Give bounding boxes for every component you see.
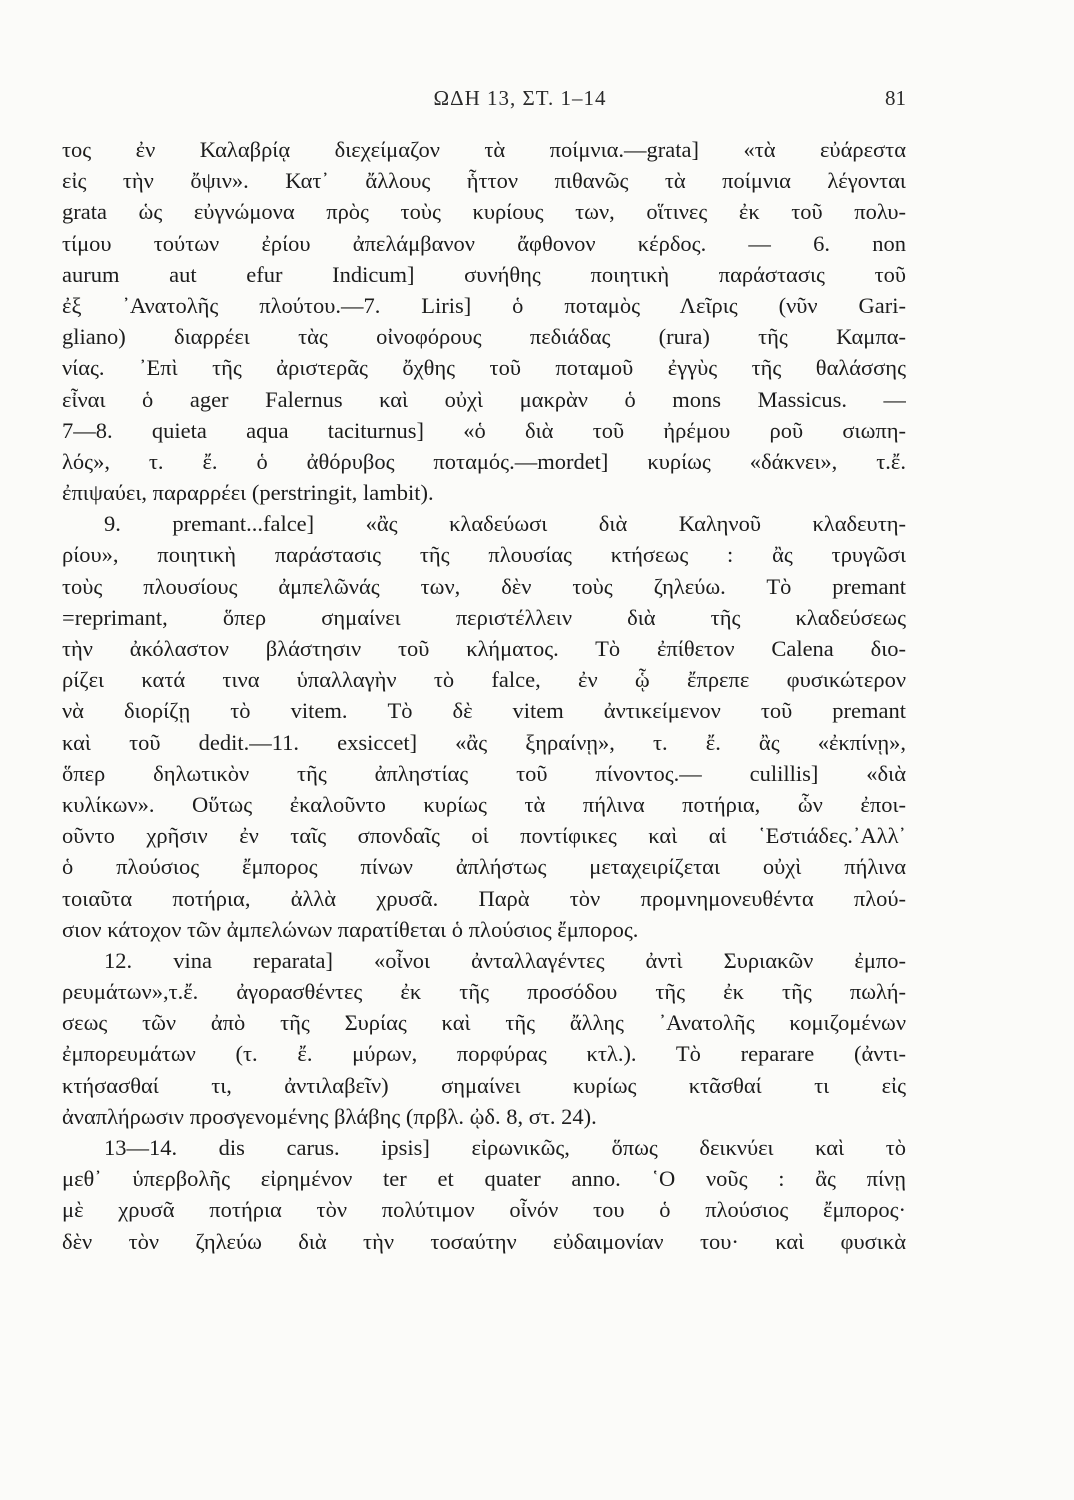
commentary-text [62, 134, 906, 1257]
text-line: μὲ χρυσᾶ ποτήρια τὸν πολύτιμον οἶνόν του ὁ πλούσιος ἔμπορος· [62, 1197, 906, 1223]
text-line: ἀναπλήρωσιν προσγενομένης βλάβης (πρβλ. ᾠδ. 8, στ. 24). [62, 1103, 597, 1129]
text-line: 12. vina reparata] «οἶνοι ἀνταλλαγέντες ἀντὶ Συριακῶν ἐμπο- [104, 947, 906, 973]
text-line: τοιαῦτα ποτήρια, ἀλλὰ χρυσᾶ. Παρὰ τὸν προμνημονευθέντα πλού- [62, 885, 906, 911]
text-line: ρίζει κατά τινα ὑπαλλαγὴν τὸ falce, ἐν ᾧ ἔπρεπε φυσικώτερον [62, 667, 906, 693]
text-line: τίμου τούτων ἐρίου ἀπελάμβανον ἄφθονον κέρδος. — 6. non [62, 230, 906, 256]
text-line: ρίου», ποιητικὴ παράστασις τῆς πλουσίας κτήσεως : ἂς τρυγῶσι [62, 542, 906, 568]
text-line: ἐπιψαύει, παραρρέει (perstringit, lambit). [62, 480, 434, 506]
text-line: 13—14. dis carus. ipsis] εἰρωνικῶς, ὅπως δεικνύει καὶ τὸ [104, 1135, 906, 1160]
text-line: λός», τ. ἔ. ὁ ἀθόρυβος ποταμός.—mordet] κυρίως «δάκνει», τ.ἔ. [62, 448, 906, 474]
text-line: =reprimant, ὅπερ σημαίνει περιστέλλειν διὰ τῆς κλαδεύσεως [62, 604, 906, 630]
text-line: ἐξ ᾿Ανατολῆς πλούτου.—7. Liris] ὁ ποταμὸς Λεῖρις (νῦν Gari- [62, 292, 906, 318]
text-line: μεθ᾽ ὑπερβολῆς εἰρημένον ter et quater anno. ῾Ο νοῦς : ἂς πίνῃ [62, 1166, 906, 1192]
page-number: 81 [885, 86, 906, 110]
text-line: σιον κάτοχον τῶν ἀμπελώνων παρατίθεται ὁ πλούσιος ἔμπορος. [62, 916, 639, 942]
text-line: ἐμπορευμάτων (τ. ἔ. μύρων, πορφύρας κτλ.). Τὸ reparare (ἀντι- [62, 1041, 906, 1067]
text-line: εἶναι ὁ ager Falernus καὶ οὐχὶ μακρὰν ὁ mons Massicus. — [62, 386, 906, 412]
text-line: 9. premant...falce] «ἂς κλαδεύωσι διὰ Καληνοῦ κλαδευτη- [104, 511, 906, 537]
text-line: τος ἐν Καλαβρίᾳ διεχείμαζον τὰ ποίμνια.—grata] «τὰ εὐάρεστα [62, 137, 906, 162]
text-line: νίας. ᾿Επὶ τῆς ἀριστερᾶς ὄχθης τοῦ ποταμοῦ ἐγγὺς τῆς θαλάσσης [62, 355, 906, 381]
text-line: οῦντο χρῆσιν ἐν ταῖς σπονδαῖς οἱ ποντίφικες καὶ αἱ ῾Εστιάδες.᾿Αλλ᾽ [62, 823, 906, 849]
text-line: καὶ τοῦ dedit.—11. exsiccet] «ἂς ξηραίνῃ», τ. ἔ. ἂς «ἐκπίνῃ», [62, 729, 906, 755]
text-line: gliano) διαρρέει τὰς οἰνοφόρους πεδιάδας (rura) τῆς Καμπα- [62, 324, 906, 350]
text-line: τὴν ἀκόλαστον βλάστησιν τοῦ κλήματος. Τὸ ἐπίθετον Calena διο- [62, 636, 906, 661]
page-header [0, 86, 1074, 116]
text-line: τοὺς πλουσίους ἀμπελῶνάς των, δὲν τοὺς ζηλεύω. Τὸ premant [62, 573, 906, 599]
text-line: grata ὡς εὐγνώμονα πρὸς τοὺς κυρίους των, οἵτινες ἐκ τοῦ πολυ- [62, 199, 906, 225]
text-line: ὅπερ δηλωτικὸν τῆς ἀπληστίας τοῦ πίνοντος.— culillis] «διὰ [62, 760, 906, 786]
text-line: σεως τῶν ἀπὸ τῆς Συρίας καὶ τῆς ἄλλης ᾿Ανατολῆς κομιζομένων [62, 1010, 906, 1036]
text-line: 7—8. quieta aqua taciturnus] «ὁ διὰ τοῦ ἠρέμου ροῦ σιωπη- [62, 417, 906, 443]
text-line: νὰ διορίζῃ τὸ vitem. Τὸ δὲ vitem ἀντικείμενον τοῦ premant [62, 698, 906, 724]
text-line: ρευμάτων»,τ.ἔ. ἀγορασθέντες ἐκ τῆς προσόδου τῆς ἐκ τῆς πωλή- [62, 979, 906, 1005]
text-line: κυλίκων». Οὕτως ἐκαλοῦντο κυρίως τὰ πήλινα ποτήρια, ὧν ἐποι- [62, 791, 906, 817]
text-line: δὲν τὸν ζηλεύω διὰ τὴν τοσαύτην εὐδαιμονίαν του· καὶ φυσικὰ [62, 1228, 906, 1254]
text-line: εἰς τὴν ὄψιν». Κατ᾽ ἄλλους ἧττον πιθανῶς τὰ ποίμνια λέγονται [62, 168, 906, 194]
text-line: aurum aut efur Indicum] συνήθης ποιητικὴ παράστασις τοῦ [62, 261, 906, 287]
text-line: κτήσασθαί τι, ἀντιλαβεῖν) σημαίνει κυρίως κτᾶσθαί τι εἰς [62, 1072, 906, 1098]
running-title: ΩΔΗ 13, ΣΤ. 1–14 [433, 86, 607, 110]
text-line: ὁ πλούσιος ἔμπορος πίνων ἀπλήστως μεταχειρίζεται οὐχὶ πήλινα [62, 854, 906, 880]
